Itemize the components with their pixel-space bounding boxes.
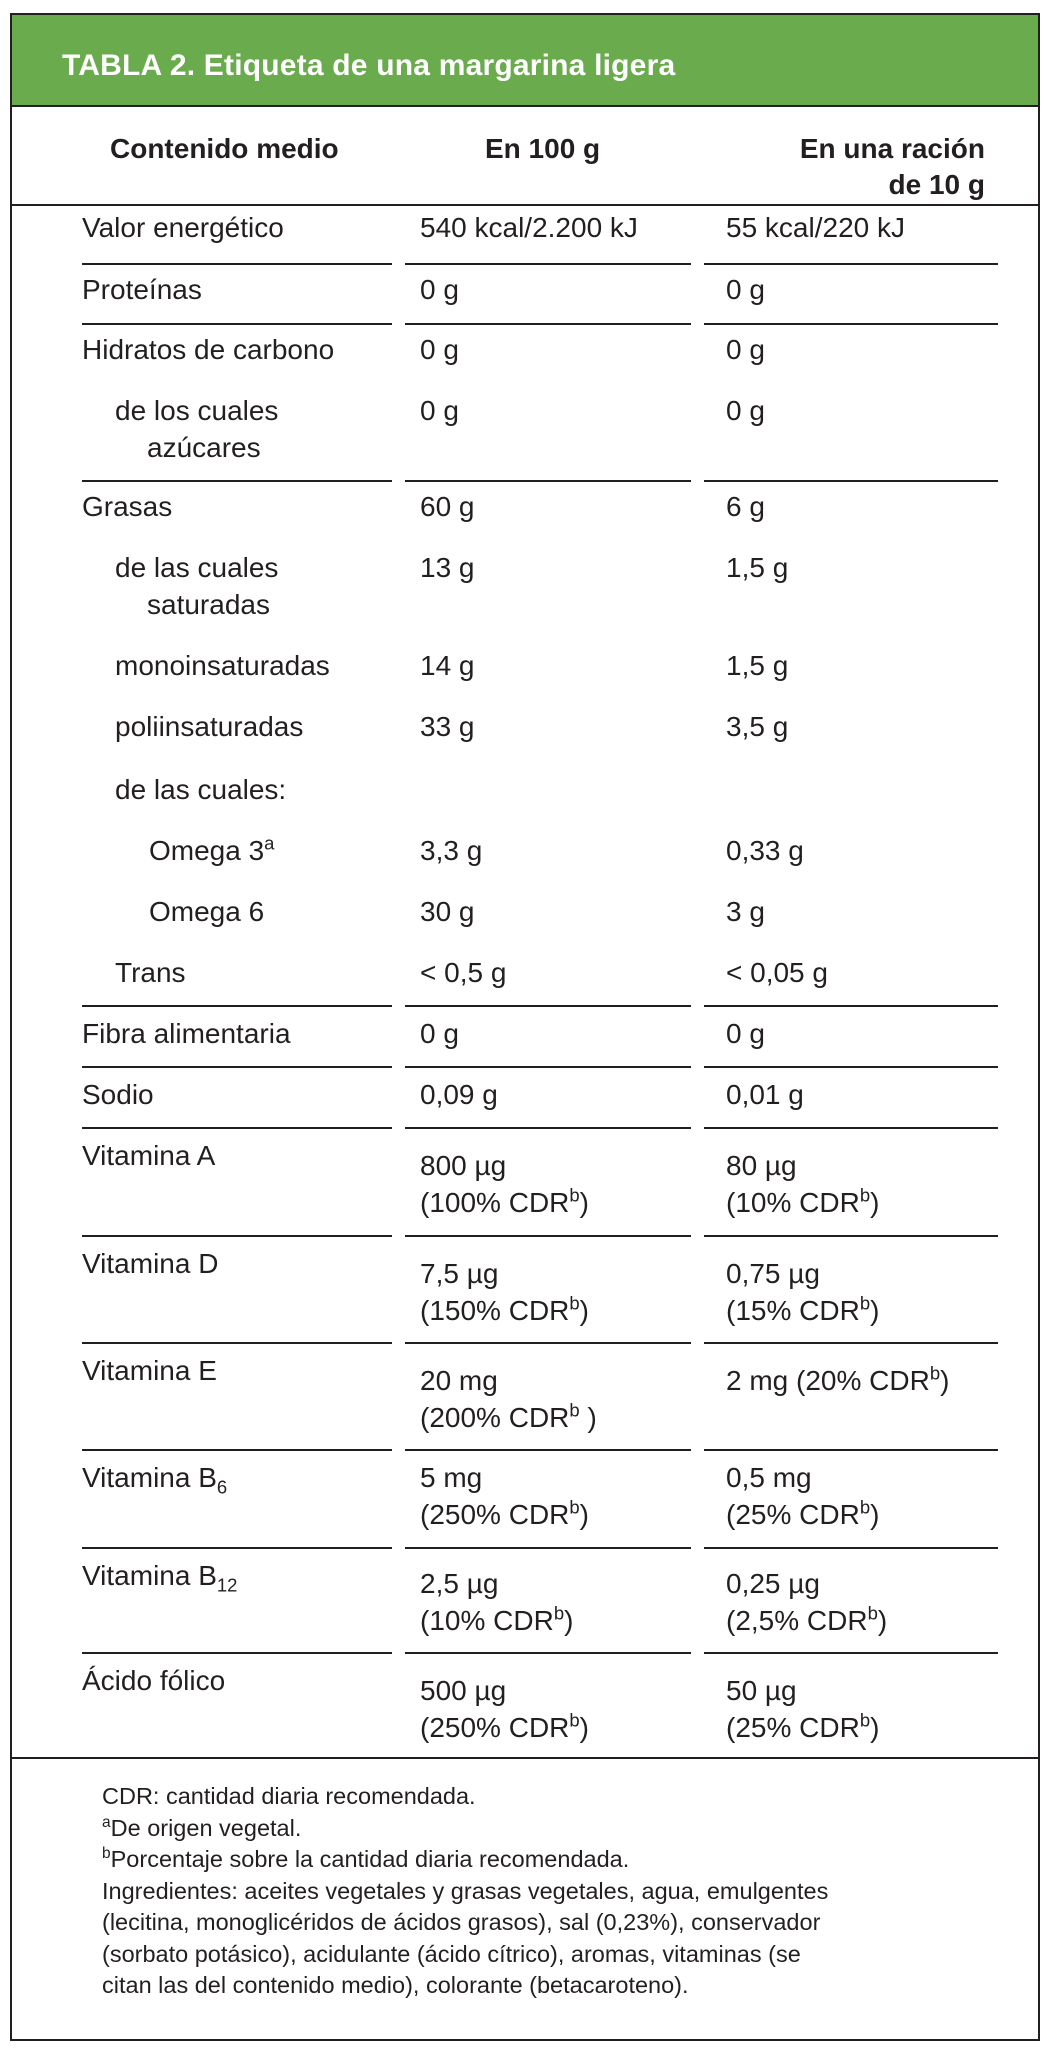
row-de-las-cuales-label: de las cuales: [115, 774, 287, 805]
row-vit-b6-label [82, 1459, 227, 1496]
footnote-b-mark: b [102, 1845, 111, 1863]
row-azucares-v100: 0 g [420, 395, 459, 426]
row-vit-d-v100-line1: 7,5 µg [420, 1258, 499, 1289]
row-poli-v100: 33 g [420, 711, 475, 742]
row-vit-b6-v10-line2 [726, 1496, 879, 1533]
row-grasas-v100: 60 g [420, 491, 475, 522]
close-paren: ) [579, 1712, 589, 1743]
row-separator [82, 1342, 392, 1344]
row-trans-label: Trans [115, 957, 186, 988]
row-azucares-label-line2: azúcares [147, 432, 261, 463]
row-separator [82, 1652, 392, 1654]
ingredients-line-1: Ingredientes: aceites vegetales y grasas vegetales, agua, emulgentes [102, 1877, 829, 1904]
footnote-b-mark: b [859, 1496, 871, 1518]
row-separator [82, 323, 392, 325]
row-separator [704, 480, 998, 482]
row-omega3-v10: 0,33 g [726, 835, 804, 866]
row-poli-label: poliinsaturadas [115, 711, 304, 742]
row-grasas-v10: 6 g [726, 491, 765, 522]
row-separator [704, 323, 998, 325]
row-vit-e-v100-line2 [420, 1399, 597, 1436]
ingredients-line-3: (sorbato potásico), acidulante (ácido cítrico), aromas, vitaminas (se [102, 1940, 801, 1967]
row-vit-a-label: Vitamina A [82, 1140, 216, 1171]
row-azucares-v10: 0 g [726, 395, 765, 426]
header-contenido-medio: Contenido medio [110, 133, 339, 164]
row-separator [82, 1127, 392, 1129]
row-fibra-v10: 0 g [726, 1018, 765, 1049]
table-footnotes [102, 1781, 1002, 2002]
row-separator [405, 480, 691, 482]
nutrition-table [10, 13, 1040, 2041]
row-separator [82, 480, 392, 482]
footnote-cdr: CDR: cantidad diaria recomendada. [102, 1783, 476, 1809]
row-separator [405, 323, 691, 325]
cdr-text: (250% CDR [420, 1712, 570, 1743]
row-mono-v10: 1,5 g [726, 650, 789, 681]
row-separator [405, 1652, 691, 1654]
cdr-text: (2,5% CDR [726, 1605, 868, 1636]
row-separator [405, 263, 691, 265]
cdr-text: (15% CDR [726, 1295, 860, 1326]
row-energia-label: Valor energético [82, 212, 284, 243]
close-paren: ) [579, 1402, 597, 1433]
row-hidratos-v10: 0 g [726, 334, 765, 365]
row-separator [704, 1547, 998, 1549]
close-paren: ) [870, 1712, 880, 1743]
cdr-text: (100% CDR [420, 1187, 570, 1218]
row-separator [704, 1449, 998, 1451]
close-paren: ) [870, 1499, 880, 1530]
close-paren: ) [870, 1187, 880, 1218]
row-sodio-v10: 0,01 g [726, 1079, 804, 1110]
row-hidratos-label: Hidratos de carbono [82, 334, 335, 365]
row-separator [704, 1066, 998, 1068]
row-vit-b12-label [82, 1557, 237, 1594]
row-vit-b6-v100-line1: 5 mg [420, 1462, 483, 1493]
row-vit-d-label: Vitamina D [82, 1248, 219, 1279]
row-proteinas-v10: 0 g [726, 274, 765, 305]
cdr-text: (250% CDR [420, 1499, 570, 1530]
row-separator [704, 263, 998, 265]
row-sodio-v100: 0,09 g [420, 1079, 498, 1110]
row-fibra-label: Fibra alimentaria [82, 1018, 291, 1049]
vitamin-label-text: Vitamina B [82, 1560, 217, 1591]
row-vit-b6-v100-line2 [420, 1496, 589, 1533]
row-vit-d-v100-line2 [420, 1292, 589, 1329]
table-title-bar [12, 15, 1038, 107]
row-separator [405, 1449, 691, 1451]
footnote-b-mark: b [929, 1362, 941, 1384]
row-mono-label: monoinsaturadas [115, 650, 330, 681]
row-folico-v10-line1: 50 µg [726, 1675, 797, 1706]
row-poli-v10: 3,5 g [726, 711, 789, 742]
row-grasas-label: Grasas [82, 491, 173, 522]
row-separator [82, 1449, 392, 1451]
cdr-text: (10% CDR [420, 1605, 554, 1636]
footnote-b-mark: b [867, 1602, 878, 1624]
row-omega6-label: Omega 6 [149, 896, 265, 927]
row-folico-v100-line2 [420, 1709, 589, 1746]
close-paren: ) [579, 1187, 589, 1218]
row-energia-v10: 55 kcal/220 kJ [726, 212, 905, 243]
row-vit-b12-v100-line1: 2,5 µg [420, 1568, 499, 1599]
footnote-b-text: Porcentaje sobre la cantidad diaria recomendada. [110, 1846, 630, 1872]
header-en-racion-line1: En una ración [799, 133, 985, 164]
row-separator [704, 1005, 998, 1007]
close-paren: ) [564, 1605, 574, 1636]
close-paren: ) [940, 1365, 950, 1396]
row-vit-a-v100-line1: 800 µg [420, 1150, 507, 1181]
row-separator [704, 1235, 998, 1237]
row-proteinas-label: Proteínas [82, 274, 202, 305]
row-proteinas-v100: 0 g [420, 274, 459, 305]
footnote-b-mark: b [553, 1602, 565, 1624]
row-vit-a-v10-line2 [726, 1184, 879, 1221]
cdr-text: (150% CDR [420, 1295, 570, 1326]
row-sodio-label: Sodio [82, 1079, 154, 1110]
row-saturadas-v10: 1,5 g [726, 552, 789, 583]
footnote-b-mark: b [859, 1709, 871, 1731]
row-saturadas-v100: 13 g [420, 552, 475, 583]
row-vit-e-v10 [726, 1362, 949, 1399]
row-vit-a-v100-line2 [420, 1184, 589, 1221]
row-vit-a-v10-line1: 80 µg [726, 1150, 797, 1181]
row-separator [82, 1005, 392, 1007]
row-separator [704, 1127, 998, 1129]
row-energia-v100: 540 kcal/2.200 kJ [420, 212, 638, 243]
header-en-racion [745, 131, 985, 203]
footnote-b [102, 1844, 1002, 1876]
cdr-text: (25% CDR [726, 1499, 860, 1530]
row-folico-label: Ácido fólico [82, 1665, 226, 1696]
row-folico-v10-line2 [726, 1709, 879, 1746]
row-vit-b6-v10-line1: 0,5 mg [726, 1462, 812, 1493]
row-separator [704, 1652, 998, 1654]
cdr-text: (200% CDR [420, 1402, 570, 1433]
row-vit-b12-v10-line1: 0,25 µg [726, 1568, 820, 1599]
row-vit-e-v100-line1: 20 mg [420, 1365, 498, 1396]
vitamin-subscript: 12 [216, 1574, 238, 1596]
cdr-text: 2 mg (20% CDR [726, 1365, 930, 1396]
close-paren: ) [579, 1295, 589, 1326]
footnote-b-mark: b [569, 1399, 580, 1421]
footnote-b-mark: b [569, 1709, 580, 1731]
header-rule [12, 204, 1038, 206]
vitamin-label-text: Vitamina B [82, 1462, 217, 1493]
footnote-b-mark: b [569, 1292, 580, 1314]
close-paren: ) [579, 1499, 589, 1530]
row-vit-d-v10-line1: 0,75 µg [726, 1258, 820, 1289]
footnote-a-text: De origen vegetal. [110, 1814, 302, 1841]
row-separator [82, 1066, 392, 1068]
row-separator [82, 1235, 392, 1237]
vitamin-subscript: 6 [216, 1476, 228, 1498]
row-hidratos-v100: 0 g [420, 334, 459, 365]
footnote-b-mark: b [569, 1496, 580, 1518]
row-fibra-v100: 0 g [420, 1018, 459, 1049]
row-omega3-v100: 3,3 g [420, 835, 483, 866]
cdr-text: (10% CDR [726, 1187, 860, 1218]
header-en-racion-line2: de 10 g [888, 169, 985, 200]
close-paren: ) [877, 1605, 888, 1636]
row-separator [405, 1342, 691, 1344]
row-vit-e-label: Vitamina E [82, 1355, 217, 1386]
row-trans-v10: < 0,05 g [726, 957, 828, 988]
row-separator [704, 1342, 998, 1344]
row-separator [405, 1066, 691, 1068]
footnote-b-mark: b [859, 1292, 871, 1314]
row-separator [82, 1547, 392, 1549]
row-vit-b12-v10-line2 [726, 1602, 887, 1639]
row-omega6-v10: 3 g [726, 896, 765, 927]
row-separator [82, 263, 392, 265]
row-separator [405, 1005, 691, 1007]
row-saturadas-label-line2: saturadas [147, 589, 270, 620]
row-azucares-label-line1: de los cuales [115, 395, 279, 426]
row-omega3-label [149, 832, 274, 869]
row-separator [405, 1235, 691, 1237]
footnote-a [102, 1813, 1002, 1845]
row-separator [405, 1547, 691, 1549]
footnote-a-mark: a [264, 832, 275, 854]
close-paren: ) [870, 1295, 880, 1326]
row-vit-b12-v100-line2 [420, 1602, 573, 1639]
row-omega6-v100: 30 g [420, 896, 475, 927]
row-separator [405, 1127, 691, 1129]
row-omega3-label-text: Omega 3 [149, 835, 265, 866]
cdr-text: (25% CDR [726, 1712, 860, 1743]
ingredients-line-2: (lecitina, monoglicéridos de ácidos grasos), sal (0,23%), conservador [102, 1909, 821, 1935]
row-trans-v100: < 0,5 g [420, 957, 507, 988]
table-title: TABLA 2. Etiqueta de una margarina ligera [62, 49, 676, 82]
header-en-100g: En 100 g [485, 133, 601, 164]
ingredients-line-4: citan las del contenido medio), colorante (betacaroteno). [102, 1972, 689, 1998]
row-vit-d-v10-line2 [726, 1292, 879, 1329]
footer-rule [12, 1757, 1038, 1759]
footnote-a-mark: a [102, 1813, 111, 1831]
row-saturadas-label-line1: de las cuales [115, 552, 279, 583]
row-mono-v100: 14 g [420, 650, 475, 681]
footnote-b-mark: b [569, 1184, 580, 1206]
row-folico-v100-line1: 500 µg [420, 1675, 507, 1706]
footnote-b-mark: b [859, 1184, 871, 1206]
